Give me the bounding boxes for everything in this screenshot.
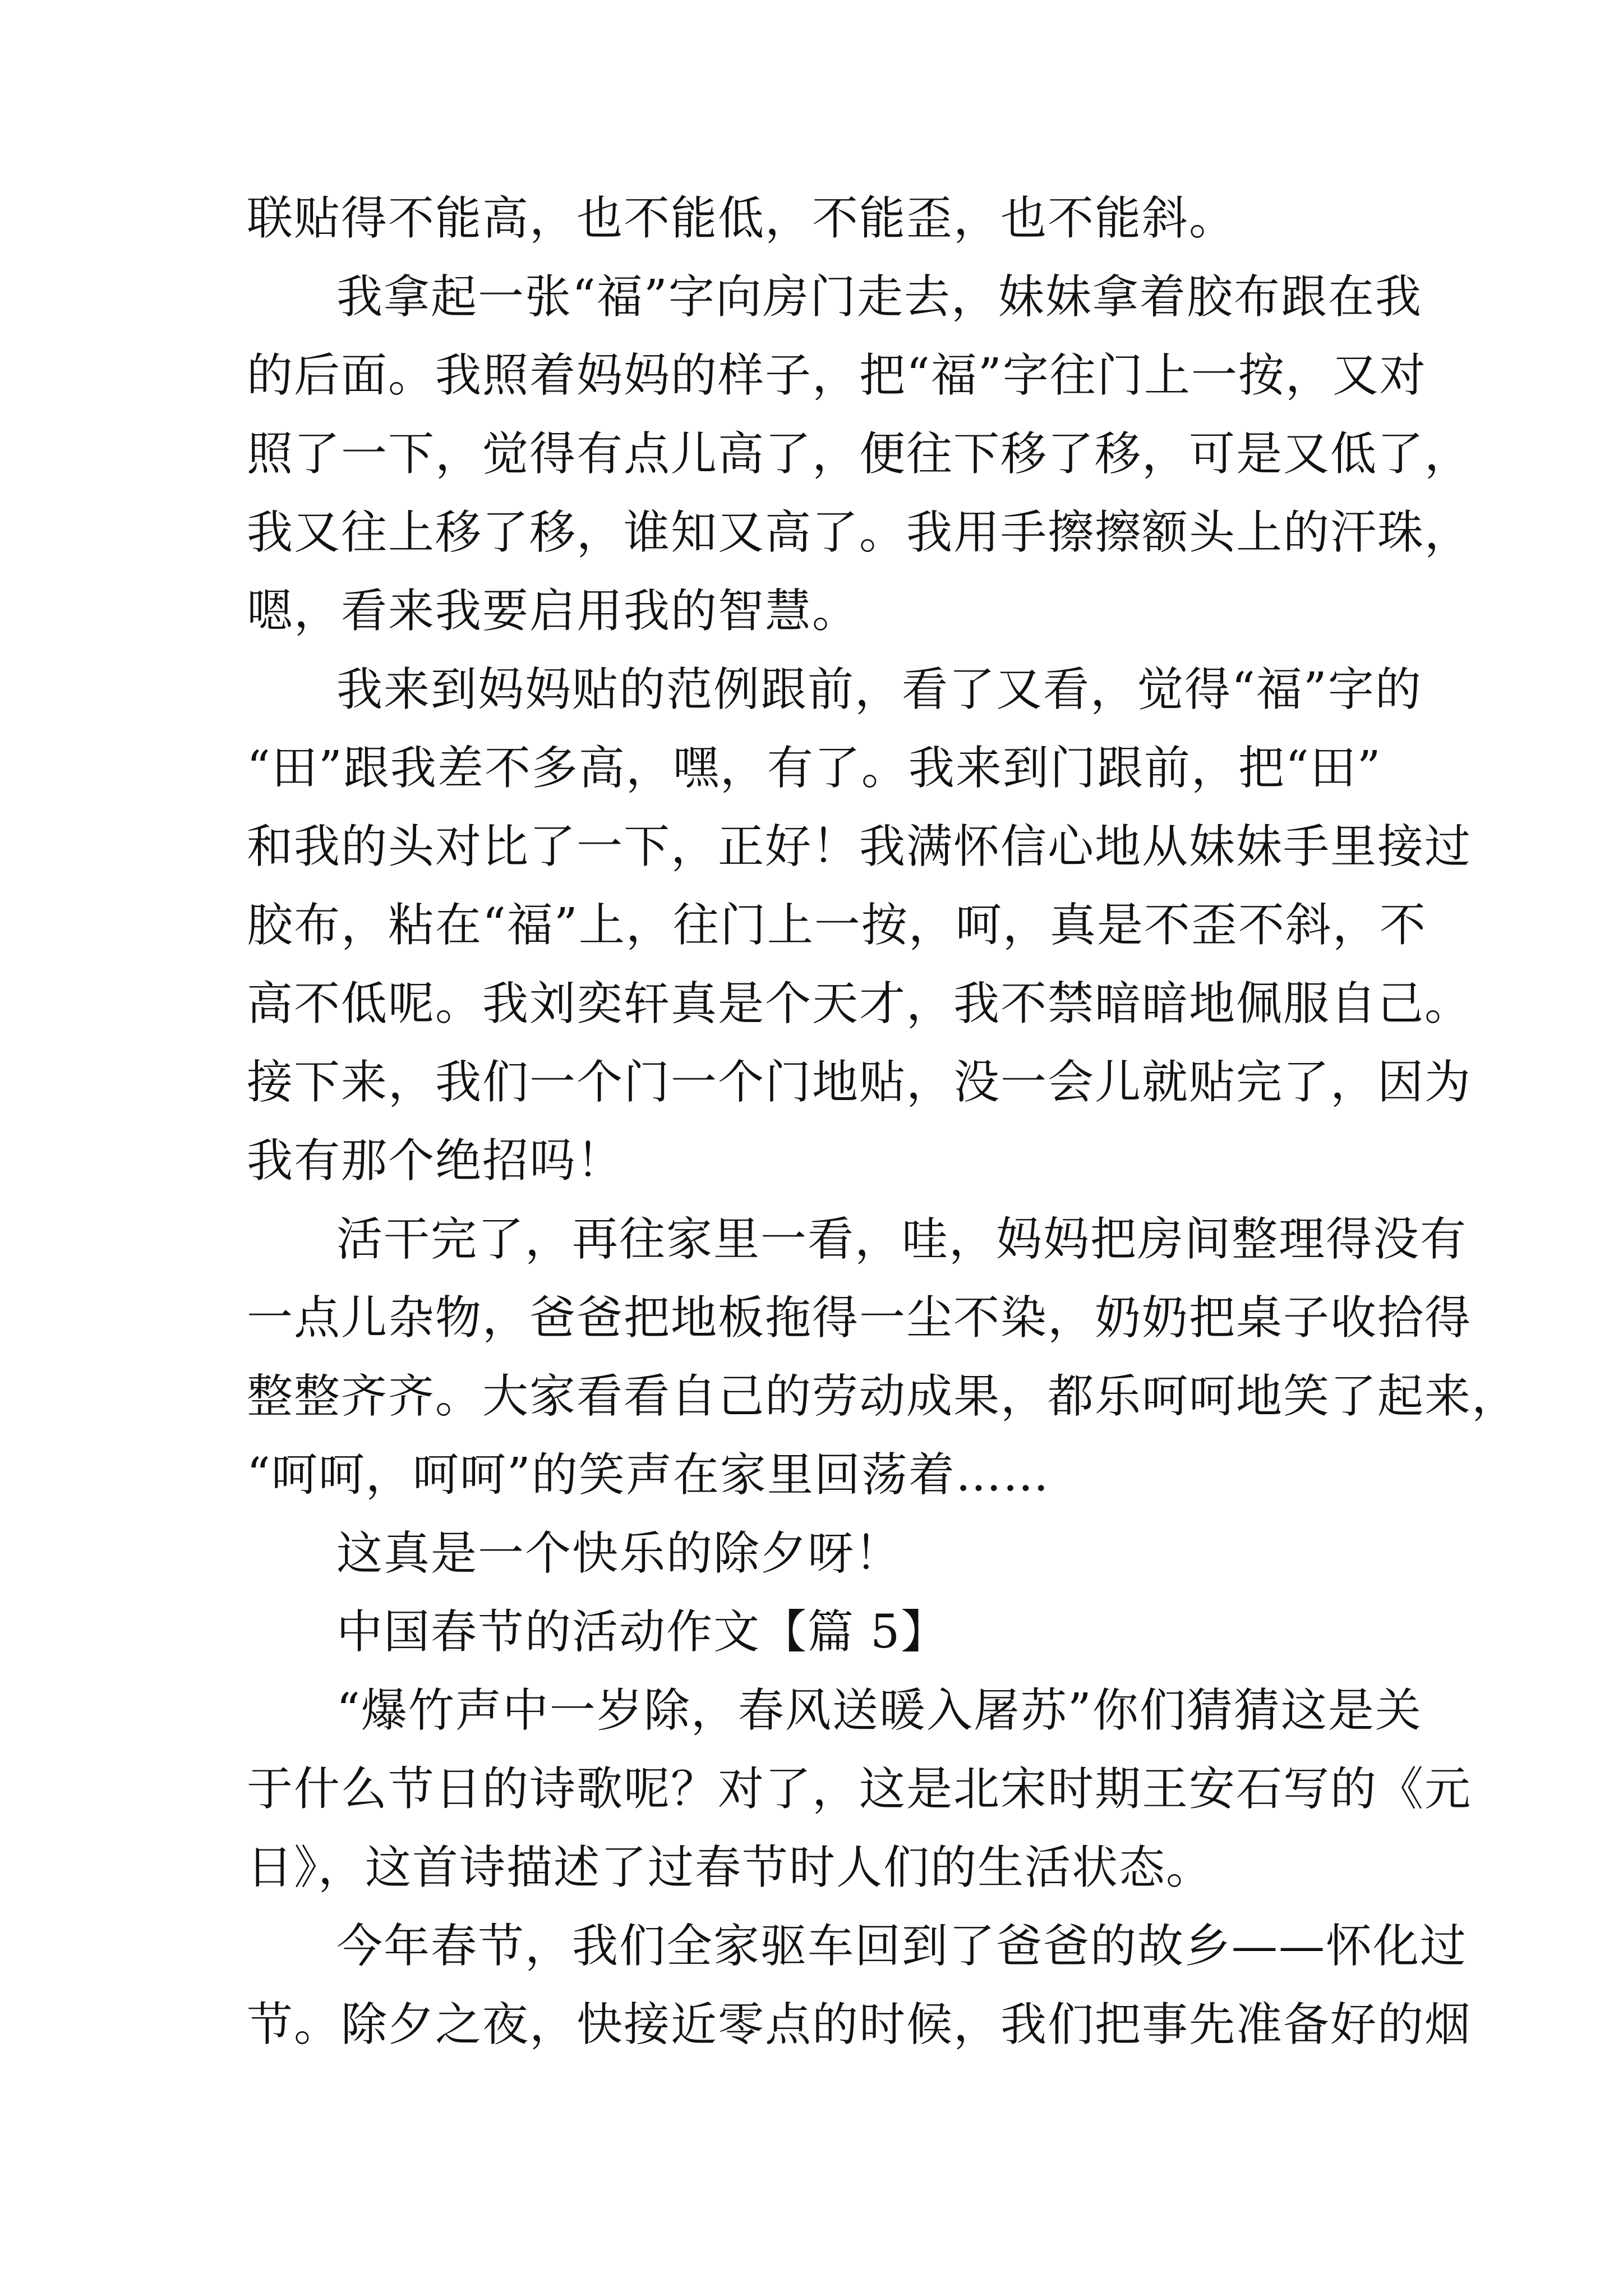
text-line: 我有那个绝招吗！	[247, 1134, 624, 1188]
text-line: 我来到妈妈贴的范例跟前，看了又看，觉得“福”字的	[336, 663, 1422, 716]
text-line: 我拿起一张“福”字向房门走去，妹妹拿着胶布跟在我	[336, 270, 1422, 324]
text-line: 这真是一个快乐的除夕呀！	[336, 1527, 902, 1580]
text-line: 活干完了，再往家里一看，哇，妈妈把房间整理得没有	[336, 1213, 1468, 1266]
text-line: 于什么节日的诗歌呢？对了，这是北宋时期王安石写的《元	[247, 1763, 1472, 1816]
text-line: 一点儿杂物，爸爸把地板拖得一尘不染，奶奶把桌子收拾得	[247, 1291, 1472, 1345]
text-line: 联贴得不能高，也不能低，不能歪，也不能斜。	[247, 192, 1237, 245]
text-line: 的后面。我照着妈妈的样子，把“福”字往门上一按，又对	[247, 349, 1427, 402]
text-line: 整整齐齐。大家看看自己的劳动成果，都乐呵呵地笑了起来，	[247, 1370, 1519, 1423]
text-line: 高不低呢。我刘奕轩真是个天才，我不禁暗暗地佩服自己。	[247, 977, 1472, 1030]
section-heading: 中国春节的活动作文【篇 5】	[336, 1605, 948, 1659]
text-line: 接下来，我们一个门一个门地贴，没一会儿就贴完了，因为	[247, 1056, 1472, 1109]
text-line: 节。除夕之夜，快接近零点的时候，我们把事先准备好的烟	[247, 1998, 1472, 2051]
text-line: 日》，这首诗描述了过春节时人们的生活状态。	[247, 1841, 1214, 1894]
text-line: “呵呵，呵呵”的笑声在家里回荡着……	[247, 1448, 1050, 1502]
essay-text	[247, 180, 1519, 2064]
text-line: 我又往上移了移，谁知又高了。我用手擦擦额头上的汗珠，	[247, 506, 1472, 559]
text-line: 和我的头对比了一下，正好！我满怀信心地从妹妹手里接过	[247, 820, 1472, 873]
text-line: 今年春节，我们全家驱车回到了爸爸的故乡——怀化过	[336, 1920, 1468, 1973]
text-line: “爆竹声中一岁除，春风送暖入屠苏”你们猜猜这是关	[336, 1684, 1422, 1737]
text-line: 照了一下，觉得有点儿高了，便往下移了移，可是又低了，	[247, 427, 1472, 481]
text-line: 胶布，粘在“福”上，往门上一按，呵，真是不歪不斜，不	[247, 899, 1427, 952]
text-line: 嗯，看来我要启用我的智慧。	[247, 585, 860, 638]
text-line: “田”跟我差不多高，嘿，有了。我来到门跟前，把“田”	[247, 742, 1382, 795]
